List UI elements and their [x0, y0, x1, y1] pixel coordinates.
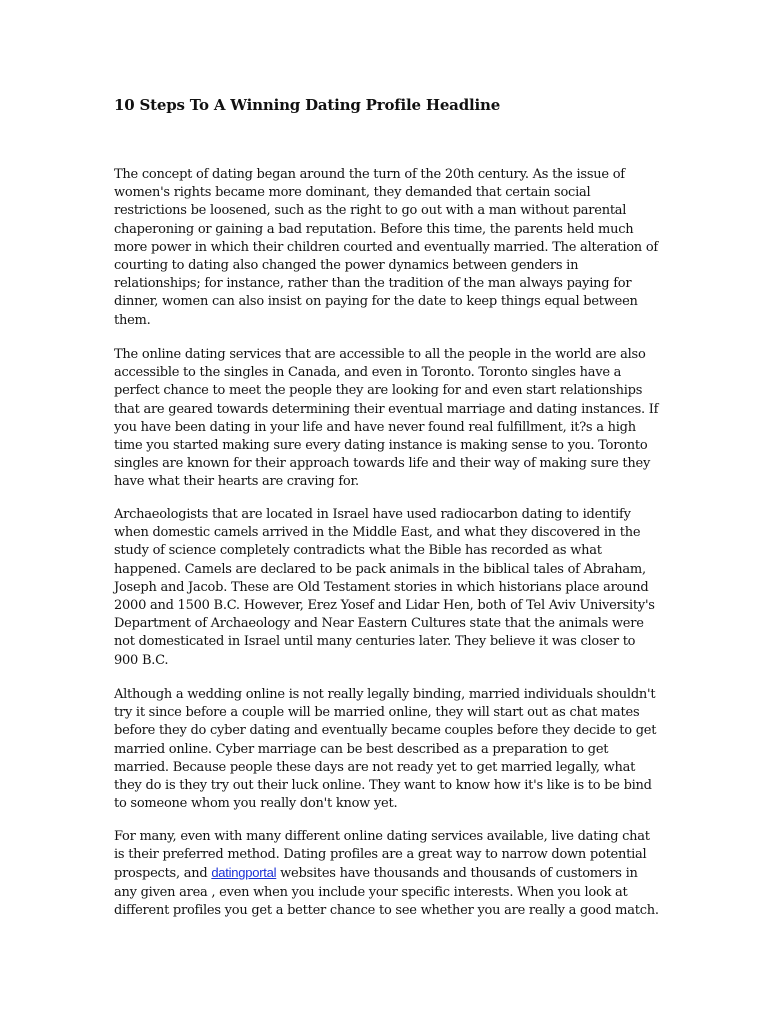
paragraph-archaeology-camels: Archaeologists that are located in Israel have used radiocarbon dating to identify when domestic camels arrived in the Middle East, and what they discovered in the study of science completely contradicts what the Bible has recorded as what happened. Camels are declared to be pack animals in the biblical tales of Abraham, Joseph and Jacob. These are Old Testament stories in which historians place around 2000 and 1500 B.C. However, Erez Yosef and Lidar Hen, both of Tel Aviv University's Department of Archaeology and Near Eastern Cultures state that the animals were not domesticated in Israel until many centuries later. They believe it was closer to 900 B.C.	[114, 507, 655, 668]
document-title: 10 Steps To A Winning Dating Profile Headline	[114, 96, 501, 114]
paragraph-text-before-link: For many, even with many different online dating services available, live dating chat is their preferred method. Dating profiles are a great way to narrow down potential prospects, and	[114, 829, 650, 882]
datingportal-link[interactable]: datingportal	[211, 865, 277, 881]
paragraph-toronto-singles: The online dating services that are accessible to all the people in the world are also accessible to the singles in Canada, and even in Toronto. Toronto singles have a perfect chance to meet the people they are looking for and even start relationships that are geared towards determining their eventual marriage and dating instances. If you have been dating in your life and have never found real fulfillment, it?s a high time you started making sure every dating instance is making sense to you. Toronto singles are known for their approach towards life and their way of making sure they have what their hearts are craving for.	[114, 347, 659, 490]
paragraph-dating-history: The concept of dating began around the turn of the 20th century. As the issue of women's rights became more dominant, they demanded that certain social restrictions be loosened, such as the right to go out with a man without parental chaperoning or gaining a bad reputation. Before this time, the parents held much more power in which their children courted and eventually married. The alteration of courting to dating also changed the power dynamics between genders in relationships; for instance, rather than the tradition of the man always paying for dinner, women can also insist on paying for the date to keep things equal between them.	[114, 167, 658, 328]
paragraph-text-after-link: websites have thousands and thousands of customers in any given area , even when you include your specific interests. When you look at different profiles you get a better chance to see whether you are really a good match.	[114, 866, 659, 918]
document-body	[114, 96, 662, 918]
paragraph-live-dating-chat	[114, 828, 662, 920]
paragraph-online-wedding: Although a wedding online is not really legally binding, married individuals shouldn't try it since before a couple will be married online, they will start out as chat mates before they do cyber dating and eventually became couples before they decide to get married online. Cyber marriage can be best described as a preparation to get married. Because people these days are not ready yet to get married legally, what they do is they try out their luck online. They want to know how it's like is to be bind to someone whom you really don't know yet.	[114, 687, 657, 812]
